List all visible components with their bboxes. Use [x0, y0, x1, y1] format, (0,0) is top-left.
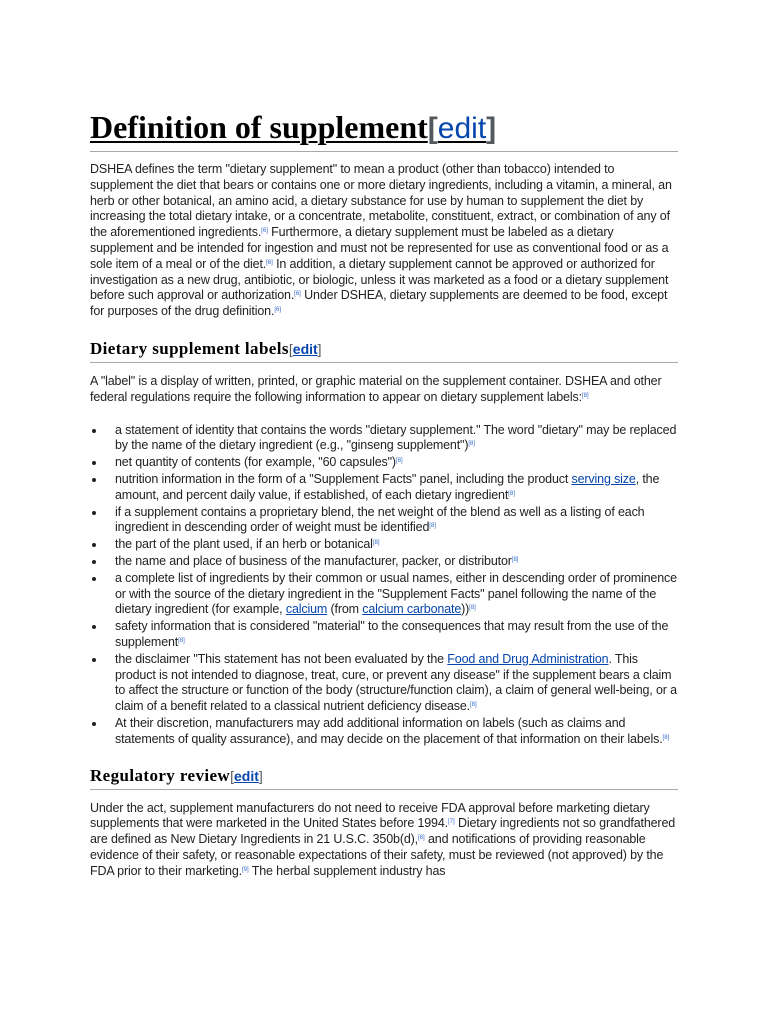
- edit-link-definition[interactable]: edit: [437, 112, 487, 145]
- citation-link[interactable]: [ $^8$ ]: [508, 491, 515, 497]
- list-item-text: (from: [327, 602, 363, 617]
- citation-link[interactable]: [ $^7$ ]: [448, 819, 455, 825]
- list-item: [90, 652, 678, 715]
- list-item-text: the disclaimer "This statement has not been evaluated by the: [115, 651, 448, 666]
- serving-size-link[interactable]: serving size: [571, 471, 636, 486]
- paragraph-text: Under the act, supplement manufacturers do not need to receive FDA approval before marketing dietary supplements that were marketed in the United States before 1994.: [90, 800, 650, 831]
- definition-paragraph: [90, 162, 678, 320]
- citation-link[interactable]: [ $^8$ ]: [469, 605, 476, 611]
- citation-link[interactable]: [ $^8$ ]: [429, 523, 436, 529]
- section-heading-definition: [90, 108, 678, 152]
- section-title: Definition of supplement: [90, 109, 428, 145]
- citation-link[interactable]: [ $^6$ ]: [266, 260, 273, 266]
- paragraph-text: In addition, a dietary supplement cannot be approved or authorized for investigation as a new drug, antibiotic, or biologic, unless it was marketed as a food or a dietary supplement before such approval or authorization.: [90, 256, 669, 303]
- list-item-text: At their discretion, manufacturers may add additional information on labels (such as claims and statements of quality assurance), and may decide on the placement of that information on their labels.: [115, 715, 663, 746]
- edit-bracket-open: [: [427, 112, 438, 145]
- citation-link[interactable]: [ $^8$ ]: [582, 393, 589, 399]
- edit-bracket-close: ]: [317, 340, 322, 357]
- list-item-text: a complete list of ingredients by their common or usual names, either in descending order of prominence or with the source of the dietary ingredient in the "Supplement Facts" panel following the name of the dietary ingredient (for example,: [115, 570, 677, 617]
- list-item-text: nutrition information in the form of a "Supplement Facts" panel, including the product: [115, 471, 572, 486]
- list-item: [90, 423, 678, 455]
- list-item-text: safety information that is considered "material" to the consequences that may result from the use of the supplement: [115, 619, 669, 649]
- list-item: [90, 554, 678, 570]
- paragraph-text: Furthermore, a dietary supplement must be labeled as a dietary supplement and be intended for ingestion and must not be represented for use as conventional food or as a sole item of a meal or of the diet.: [90, 225, 669, 271]
- edit-bracket-close: ]: [486, 112, 497, 145]
- list-item-text: , the amount, and percent daily value, if established, of each dietary ingredient: [115, 471, 660, 502]
- list-item-text: the name and place of business of the manufacturer, packer, or distributor: [115, 553, 512, 568]
- paragraph-text: Dietary ingredients not so grandfathered are defined as New Dietary Ingredients in 21 U.S.C. 350b(d),: [90, 816, 676, 847]
- edit-bracket-close: ]: [258, 767, 263, 784]
- fda-link[interactable]: Food and Drug Administration: [447, 651, 609, 666]
- calcium-carbonate-link[interactable]: calcium carbonate: [362, 602, 462, 617]
- list-item: [90, 571, 678, 618]
- paragraph-text: The herbal supplement industry has: [248, 863, 446, 878]
- citation-link[interactable]: [ $^8$ ]: [396, 458, 403, 464]
- list-item: [90, 619, 678, 651]
- article-content: [90, 108, 678, 879]
- edit-link-labels[interactable]: edit: [292, 340, 318, 357]
- citation-link[interactable]: [ $^6$ ]: [294, 291, 301, 297]
- paragraph-text: Under DSHEA, dietary supplements are deemed to be food, except for purposes of the drug definition.: [90, 288, 668, 319]
- paragraph-text: DSHEA defines the term "dietary supplement" to mean a product (other than tobacco) intended to supplement the diet that bears or contains one or more dietary ingredients, including a vitamin, a mineral, an herb or other botanical, an amino acid, a dietary substance for use by human to supplement the diet by increasing the total dietary intake, or a concentrate, metabolite, constituent, extract, or combination of any of the aforementioned ingredients.: [90, 162, 672, 240]
- section-title: Dietary supplement labels: [90, 338, 289, 358]
- citation-link[interactable]: [ $^8$ ]: [470, 702, 477, 708]
- labels-intro: [90, 374, 678, 406]
- citation-link[interactable]: [ $^8$ ]: [178, 638, 185, 644]
- citation-link[interactable]: [ $^6$ ]: [274, 307, 281, 313]
- citation-link[interactable]: [ $^8$ ]: [663, 735, 670, 741]
- section-heading-labels: [90, 338, 678, 363]
- list-item-text: )): [461, 602, 470, 617]
- citation-link[interactable]: [ $^6$ ]: [261, 228, 268, 234]
- paragraph-text: A "label" is a display of written, printed, or graphic material on the supplement container. DSHEA and other federal regulations require the following information to appear on dietary supplement labels:: [90, 373, 662, 404]
- list-item-text: if a supplement contains a proprietary blend, the net weight of the blend as well as a listing of each ingredient in descending order of weight must be identified: [115, 504, 645, 535]
- section-title: Regulatory review: [90, 765, 231, 785]
- edit-link-regulatory[interactable]: edit: [233, 767, 259, 784]
- citation-link[interactable]: [ $^8$ ]: [418, 835, 425, 841]
- calcium-link[interactable]: calcium: [285, 602, 328, 617]
- citation-link[interactable]: [ $^8$ ]: [468, 441, 475, 447]
- list-item-text: . This product is not intended to diagnose, treat, cure, or prevent any disease" if the supplement bears a claim to affect the structure or function of the body (structure/function claim), a claim of general well-being, or a claim of a benefit related to a classical nutrient deficiency disease.: [115, 651, 677, 714]
- list-item-text: net quantity of contents (for example, "60 capsules"): [115, 455, 396, 470]
- regulatory-paragraph: [90, 801, 678, 880]
- list-item-text: a statement of identity that contains the words "dietary supplement." The word "dietary" may be replaced by the name of the dietary ingredient (e.g., "ginseng supplement"): [115, 422, 677, 453]
- citation-link[interactable]: [ $^9$ ]: [242, 867, 249, 873]
- section-heading-regulatory: [90, 765, 678, 790]
- citation-link[interactable]: [ $^8$ ]: [373, 540, 380, 546]
- list-item: [90, 455, 678, 471]
- list-item: [90, 505, 678, 537]
- list-item: [90, 716, 678, 748]
- edit-bracket-open: [: [288, 340, 293, 357]
- list-item: [90, 472, 678, 504]
- edit-bracket-open: [: [230, 767, 234, 784]
- label-requirements-list: [90, 423, 678, 748]
- list-item: [90, 537, 678, 553]
- paragraph-text: and notifications of providing reasonable evidence of their safety, or reasonable expectations of their safety, must be reviewed (not approved) by the FDA prior to their marketing.: [90, 832, 664, 878]
- list-item-text: the part of the plant used, if an herb or botanical: [115, 537, 373, 552]
- citation-link[interactable]: [ $^8$ ]: [512, 557, 519, 563]
